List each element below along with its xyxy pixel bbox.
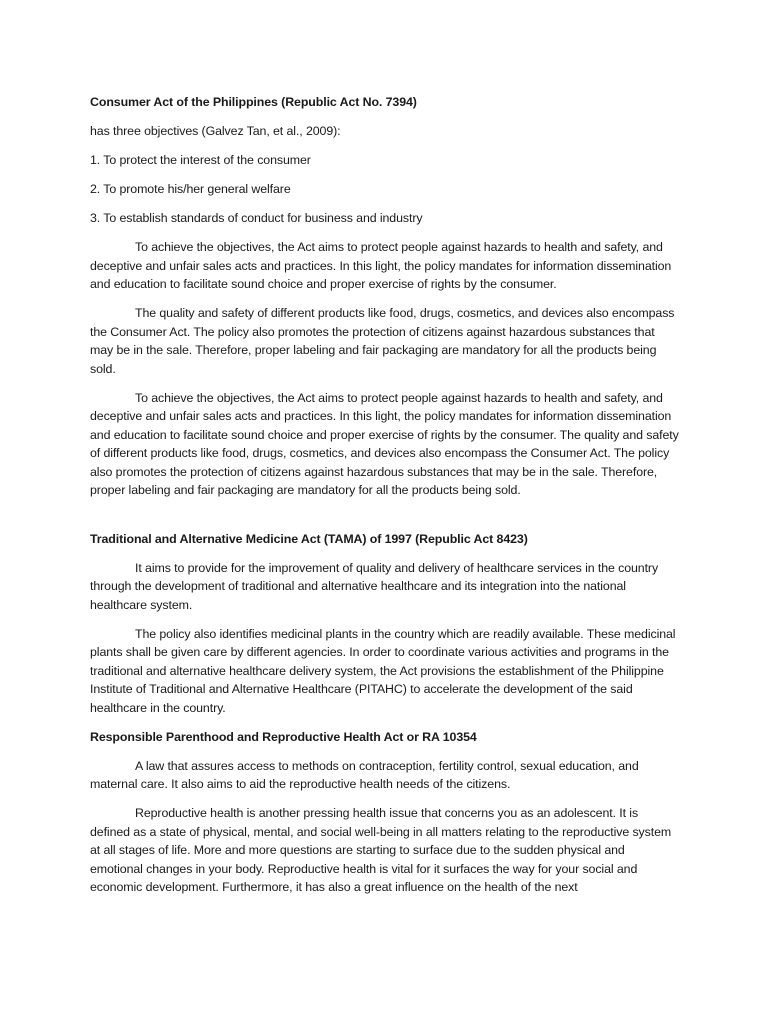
rh-act-paragraph-1: A law that assures access to methods on contraception, fertility control, sexual education, and maternal care. It also aims to aid the reproductive health needs of the citizens. — [90, 758, 639, 791]
consumer-act-intro: has three objectives (Galvez Tan, et al., 2009): — [90, 124, 341, 138]
tama-heading: Traditional and Alternative Medicine Act (TAMA) of 1997 (Republic Act 8423) — [90, 531, 528, 546]
document-page — [90, 93, 680, 897]
rh-act-paragraph-2: Reproductive health is another pressing health issue that concerns you as an adolescent. It is defined as a state of physical, mental, and social well-being in all matters relating to the reproductive system at all stages of life. More and more questions are starting to surface due to the sudden physical and emotional changes in your body. Reproductive health is vital for it surfaces the way for your social and economic development. Furthermore, it has also a great influence on the health of the next — [90, 806, 672, 894]
section-spacer — [90, 500, 680, 530]
consumer-act-paragraph-1: To achieve the objectives, the Act aims to protect people against hazards to health and safety, and deceptive and unfair sales acts and practices. In this light, the policy mandates for information dissemination and education to facilitate sound choice and proper exercise of rights by the consumer. — [90, 240, 672, 291]
tama-paragraph-2: The policy also identifies medicinal plants in the country which are readily available. These medicinal plants shall be given care by different agencies. In order to coordinate various activities and programs in the traditional and alternative healthcare delivery system, the Act provisions the establishment of the Philippine Institute of Traditional and Alternative Healthcare (PITAHC) to accelerate the development of the said healthcare in the country. — [90, 626, 676, 715]
rh-act-heading: Responsible Parenthood and Reproductive Health Act or RA 10354 — [90, 729, 477, 744]
consumer-act-paragraph-2: The quality and safety of different products like food, drugs, cosmetics, and devices also encompass the Consumer Act. The policy also promotes the protection of citizens against hazardous substances that may be in the sale. Therefore, proper labeling and fair packaging are mandatory for all the products being sold. — [90, 306, 675, 376]
consumer-act-paragraph-3: To achieve the objectives, the Act aims to protect people against hazards to health and safety, and deceptive and unfair sales acts and practices. In this light, the policy mandates for information dissemination and education to facilitate sound choice and proper exercise of rights by the consumer. The quality and safety of different products like food, drugs, cosmetics, and devices also encompass the Consumer Act. The policy also promotes the protection of citizens against hazardous substances that may be in the sale. Therefore, proper labeling and fair packaging are mandatory for all the products being sold. — [90, 390, 679, 497]
tama-paragraph-1: It aims to provide for the improvement of quality and delivery of healthcare services in the country through the development of traditional and alternative healthcare and its integration into the national healthcare system. — [90, 560, 659, 612]
objective-2: 2. To promote his/her general welfare — [90, 182, 291, 196]
objective-3: 3. To establish standards of conduct for business and industry — [90, 211, 423, 225]
objective-1: 1. To protect the interest of the consumer — [90, 153, 311, 167]
consumer-act-heading: Consumer Act of the Philippines (Republic Act No. 7394) — [90, 95, 417, 109]
